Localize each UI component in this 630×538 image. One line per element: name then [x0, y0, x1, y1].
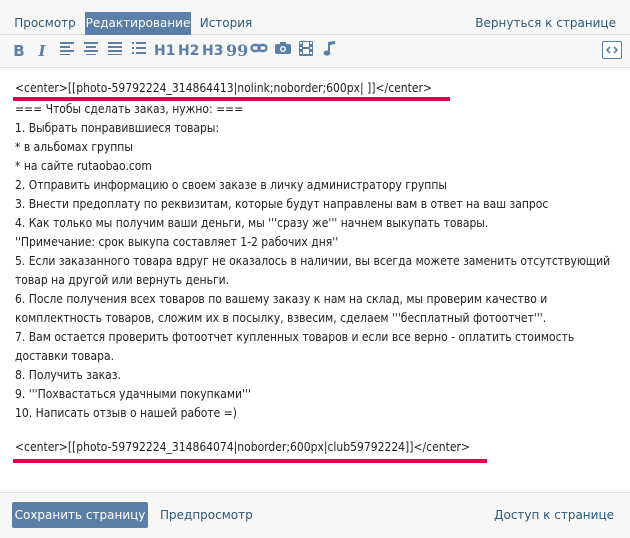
list-icon[interactable] [132, 41, 146, 61]
save-page-button[interactable]: Сохранить страницу [12, 502, 148, 528]
editor-line: 9. '''Похвастаться удачными покупками''' [15, 387, 251, 401]
back-to-page-link[interactable]: Вернуться к странице [475, 16, 616, 30]
editor-line: * на сайте rutaobao.com [15, 159, 152, 173]
preview-link[interactable]: Предпросмотр [160, 508, 253, 522]
align-center-icon[interactable] [84, 41, 98, 61]
editor-line: 10. Написать отзыв о нашей работе =) [15, 406, 237, 420]
music-icon[interactable] [322, 41, 338, 61]
editor-line: 1. Выбрать понравившиеся товары: [15, 121, 220, 135]
editor-line: доставки товара. [15, 349, 114, 363]
red-underline-highlight [13, 459, 487, 463]
editor-line: * в альбомах группы [15, 140, 133, 154]
footer-bar [0, 492, 630, 538]
heading1-button[interactable]: H1 [154, 43, 176, 59]
editor-line: 6. После получения всех товаров по вашему заказу к нам на склад, мы проверим качество и [15, 292, 548, 306]
camera-icon[interactable] [274, 41, 292, 61]
italic-button[interactable]: I [38, 42, 46, 60]
editor-line: 7. Вам остается проверить фотоотчет купленных товаров и если все верно - оплатить стоимость [15, 330, 575, 344]
editor-line: ''Примечание: срок выкупа составляет 1-2 рабочих дня'' [15, 235, 339, 249]
editor-line: 5. Если заказанного товара вдруг не оказалось в наличии, вы всегда можете заменить отсутствующий [15, 254, 611, 268]
wiki-text-editor[interactable] [0, 68, 630, 498]
tab-history[interactable]: История [199, 16, 253, 30]
code-view-icon[interactable] [602, 41, 622, 59]
editor-line: 4. Как только мы получим ваши деньги, мы '''сразу же''' начнем выкупать товары. [15, 216, 489, 230]
editor-toolbar [0, 35, 630, 68]
video-icon[interactable] [298, 41, 314, 61]
tab-bar [0, 0, 630, 35]
editor-line: 2. Отправить информацию о своем заказе в личку администратору группы [15, 178, 447, 192]
bold-button[interactable]: B [13, 42, 25, 60]
align-justify-icon[interactable] [108, 41, 122, 61]
link-icon[interactable] [250, 41, 268, 61]
heading2-button[interactable]: H2 [178, 43, 200, 59]
editor-line: <center>[[photo-59792224_314864074|noborder;600px|club59792224]]</center> [15, 440, 470, 454]
quote-button[interactable]: 99 [226, 41, 249, 60]
heading3-button[interactable]: H3 [202, 43, 224, 59]
editor-line: товар на другой или вернуть деньги. [15, 273, 230, 287]
editor-line: 3. Внести предоплату по реквизитам, которые будут направлены вам в ответ на ваш запрос [15, 197, 549, 211]
editor-line: === Чтобы сделать заказ, нужно: === [15, 102, 244, 116]
align-left-icon[interactable] [60, 41, 74, 61]
editor-line: 8. Получить заказ. [15, 368, 121, 382]
editor-line: комплектность товаров, сложим их в посылку, взвесим, сделаем '''бесплатный фотоотчет'''. [15, 311, 547, 325]
tab-view[interactable]: Просмотр [14, 16, 76, 30]
tab-edit[interactable]: Редактирование [85, 12, 191, 35]
editor-line: <center>[[photo-59792224_314864413|nolink;noborder;600px| ]]</center> [15, 81, 432, 95]
page-access-link[interactable]: Доступ к странице [494, 508, 614, 522]
